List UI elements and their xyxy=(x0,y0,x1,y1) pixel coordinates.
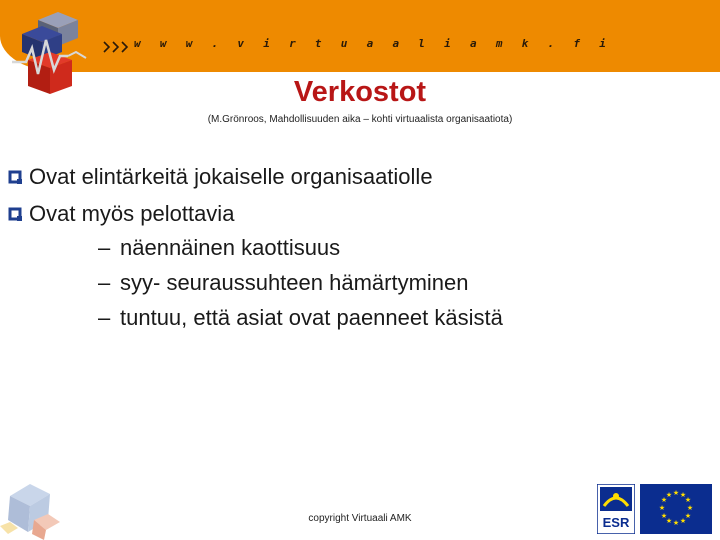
slide-subtitle: (M.Grönroos, Mahdollisuuden aika – kohti virtuaalista organisaatiota) xyxy=(207,114,513,125)
triple-arrow-icon xyxy=(103,40,133,54)
svg-text:★: ★ xyxy=(684,512,692,520)
svg-text:★: ★ xyxy=(665,491,673,499)
bullet-item xyxy=(8,164,433,190)
bullet-text: Ovat myös pelottavia xyxy=(29,201,235,226)
svg-text:★: ★ xyxy=(679,491,687,499)
svg-text:★: ★ xyxy=(686,504,694,512)
site-url[interactable]: w w w . v i r t u a a l i a m k . f i xyxy=(134,37,613,50)
svg-text:★: ★ xyxy=(684,496,692,504)
bullet-item xyxy=(8,201,234,227)
checkbox-bullet-icon xyxy=(8,207,23,222)
sub-bullet-text: syy- seuraussuhteen hämärtyminen xyxy=(120,270,469,295)
svg-text:★: ★ xyxy=(665,517,673,525)
sub-bullet-item xyxy=(98,305,503,331)
checkbox-bullet-icon xyxy=(8,170,23,185)
svg-text:★: ★ xyxy=(672,519,680,527)
sub-bullet-item xyxy=(98,235,340,261)
svg-text:★: ★ xyxy=(679,517,687,525)
dash-marker: – xyxy=(98,235,111,260)
copyright-text: copyright Virtuaali AMK xyxy=(308,513,412,524)
esr-logo-icon xyxy=(597,484,635,534)
esr-label: ESR xyxy=(602,515,630,530)
slide-title: Verkostot xyxy=(293,76,427,108)
svg-text:★: ★ xyxy=(658,504,666,512)
sub-bullet-text: näennäinen kaottisuus xyxy=(120,235,341,260)
header-banner xyxy=(0,0,720,72)
dash-marker: – xyxy=(98,305,111,330)
sub-bullet-item xyxy=(98,270,469,296)
svg-text:★: ★ xyxy=(660,512,668,520)
bullet-text: Ovat elintärkeitä jokaiselle organisaatiolle xyxy=(29,164,433,189)
svg-text:★: ★ xyxy=(672,489,680,497)
eu-flag-icon xyxy=(640,484,712,534)
svg-text:★: ★ xyxy=(660,496,668,504)
dash-marker: – xyxy=(98,270,111,295)
cube-decoration-icon xyxy=(0,476,60,540)
sub-bullet-text: tuntuu, että asiat ovat paenneet käsistä xyxy=(120,305,503,330)
